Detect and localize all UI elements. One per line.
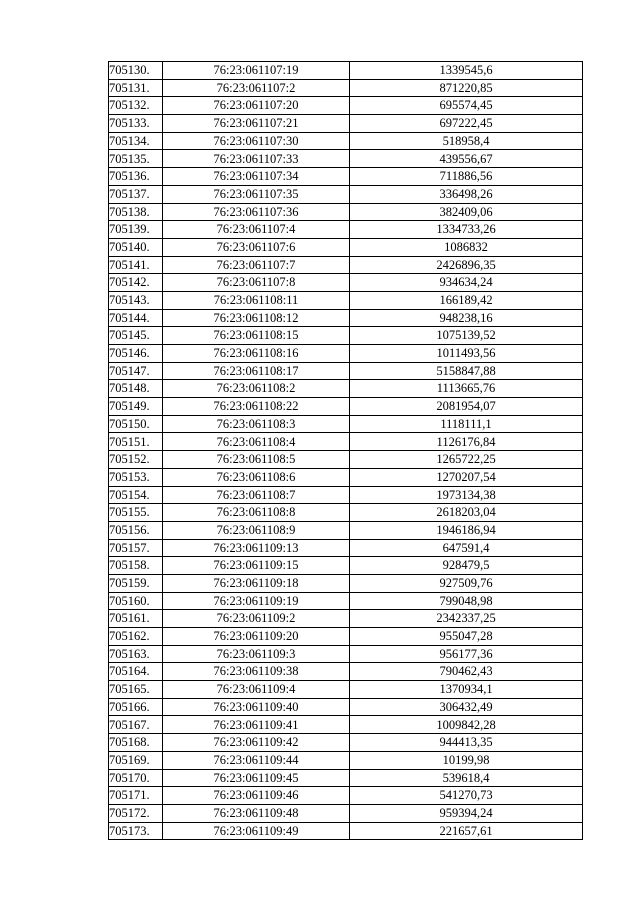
value-cell: 1113665,76 [350, 380, 583, 398]
cadastral-number-cell: 76:23:061108:8 [163, 504, 350, 522]
cadastral-number-cell: 76:23:061109:42 [163, 734, 350, 752]
value-cell: 518958,4 [350, 132, 583, 150]
cadastral-number-cell: 76:23:061108:6 [163, 468, 350, 486]
table-row [109, 115, 583, 133]
row-number-cell: 705131. [109, 79, 163, 97]
row-number-cell: 705130. [109, 62, 163, 80]
value-cell: 944413,35 [350, 734, 583, 752]
cadastral-number-cell: 76:23:061107:7 [163, 256, 350, 274]
cadastral-number-cell: 76:23:061108:2 [163, 380, 350, 398]
table-row [109, 716, 583, 734]
value-cell: 695574,45 [350, 97, 583, 115]
row-number-cell: 705138. [109, 203, 163, 221]
table-row [109, 734, 583, 752]
value-cell: 336498,26 [350, 185, 583, 203]
cadastral-number-cell: 76:23:061107:36 [163, 203, 350, 221]
table-row [109, 557, 583, 575]
value-cell: 1118111,1 [350, 415, 583, 433]
value-cell: 1086832 [350, 238, 583, 256]
row-number-cell: 705171. [109, 787, 163, 805]
table-row [109, 574, 583, 592]
cadastral-number-cell: 76:23:061107:8 [163, 274, 350, 292]
row-number-cell: 705169. [109, 751, 163, 769]
value-cell: 871220,85 [350, 79, 583, 97]
table-row [109, 769, 583, 787]
value-cell: 934634,24 [350, 274, 583, 292]
value-cell: 166189,42 [350, 291, 583, 309]
row-number-cell: 705141. [109, 256, 163, 274]
table-row [109, 468, 583, 486]
cadastral-number-cell: 76:23:061108:15 [163, 327, 350, 345]
cadastral-number-cell: 76:23:061108:12 [163, 309, 350, 327]
cadastral-number-cell: 76:23:061109:2 [163, 610, 350, 628]
row-number-cell: 705164. [109, 663, 163, 681]
table-row [109, 628, 583, 646]
value-cell: 1009842,28 [350, 716, 583, 734]
table-row [109, 203, 583, 221]
cadastral-number-cell: 76:23:061109:49 [163, 822, 350, 840]
row-number-cell: 705170. [109, 769, 163, 787]
cadastral-number-cell: 76:23:061109:13 [163, 539, 350, 557]
cadastral-number-cell: 76:23:061108:4 [163, 433, 350, 451]
row-number-cell: 705156. [109, 521, 163, 539]
row-number-cell: 705144. [109, 309, 163, 327]
cadastral-number-cell: 76:23:061109:41 [163, 716, 350, 734]
table-row [109, 681, 583, 699]
cadastral-number-cell: 76:23:061107:35 [163, 185, 350, 203]
cadastral-number-cell: 76:23:061107:33 [163, 150, 350, 168]
value-cell: 799048,98 [350, 592, 583, 610]
row-number-cell: 705155. [109, 504, 163, 522]
table-row [109, 521, 583, 539]
table-row [109, 504, 583, 522]
row-number-cell: 705135. [109, 150, 163, 168]
table-body [109, 62, 583, 840]
table-row [109, 751, 583, 769]
table-row [109, 822, 583, 840]
table-row [109, 698, 583, 716]
table-row [109, 221, 583, 239]
cadastral-number-cell: 76:23:061107:19 [163, 62, 350, 80]
table-row [109, 380, 583, 398]
table-row [109, 415, 583, 433]
cadastral-number-cell: 76:23:061108:3 [163, 415, 350, 433]
cadastral-number-cell: 76:23:061109:15 [163, 557, 350, 575]
table-row [109, 309, 583, 327]
row-number-cell: 705147. [109, 362, 163, 380]
value-cell: 221657,61 [350, 822, 583, 840]
table-row [109, 345, 583, 363]
cadastral-number-cell: 76:23:061107:21 [163, 115, 350, 133]
cadastral-number-cell: 76:23:061109:18 [163, 574, 350, 592]
table-row [109, 398, 583, 416]
row-number-cell: 705136. [109, 168, 163, 186]
row-number-cell: 705165. [109, 681, 163, 699]
row-number-cell: 705152. [109, 451, 163, 469]
value-cell: 955047,28 [350, 628, 583, 646]
table-row [109, 291, 583, 309]
value-cell: 541270,73 [350, 787, 583, 805]
table-row [109, 663, 583, 681]
row-number-cell: 705173. [109, 822, 163, 840]
value-cell: 647591,4 [350, 539, 583, 557]
cadastral-number-cell: 76:23:061107:34 [163, 168, 350, 186]
value-cell: 956177,36 [350, 645, 583, 663]
value-cell: 1270207,54 [350, 468, 583, 486]
cadastral-number-cell: 76:23:061109:20 [163, 628, 350, 646]
table-row [109, 610, 583, 628]
cadastral-number-cell: 76:23:061108:11 [163, 291, 350, 309]
value-cell: 306432,49 [350, 698, 583, 716]
value-cell: 439556,67 [350, 150, 583, 168]
value-cell: 697222,45 [350, 115, 583, 133]
cadastral-number-cell: 76:23:061108:9 [163, 521, 350, 539]
row-number-cell: 705142. [109, 274, 163, 292]
row-number-cell: 705146. [109, 345, 163, 363]
row-number-cell: 705167. [109, 716, 163, 734]
table-row [109, 168, 583, 186]
value-cell: 928479,5 [350, 557, 583, 575]
table-row [109, 804, 583, 822]
row-number-cell: 705149. [109, 398, 163, 416]
cadastral-number-cell: 76:23:061107:30 [163, 132, 350, 150]
table-row [109, 433, 583, 451]
value-cell: 539618,4 [350, 769, 583, 787]
cadastral-number-cell: 76:23:061109:46 [163, 787, 350, 805]
value-cell: 10199,98 [350, 751, 583, 769]
row-number-cell: 705160. [109, 592, 163, 610]
row-number-cell: 705161. [109, 610, 163, 628]
table-row [109, 451, 583, 469]
value-cell: 1370934,1 [350, 681, 583, 699]
table-row [109, 62, 583, 80]
value-cell: 790462,43 [350, 663, 583, 681]
table-row [109, 274, 583, 292]
row-number-cell: 705137. [109, 185, 163, 203]
cadastral-value-table [108, 61, 583, 840]
row-number-cell: 705153. [109, 468, 163, 486]
value-cell: 927509,76 [350, 574, 583, 592]
table-row [109, 132, 583, 150]
row-number-cell: 705157. [109, 539, 163, 557]
table-row [109, 256, 583, 274]
row-number-cell: 705159. [109, 574, 163, 592]
cadastral-number-cell: 76:23:061108:5 [163, 451, 350, 469]
value-cell: 959394,24 [350, 804, 583, 822]
value-cell: 711886,56 [350, 168, 583, 186]
row-number-cell: 705150. [109, 415, 163, 433]
cadastral-number-cell: 76:23:061109:48 [163, 804, 350, 822]
row-number-cell: 705143. [109, 291, 163, 309]
cadastral-number-cell: 76:23:061107:4 [163, 221, 350, 239]
table-row [109, 97, 583, 115]
table-row [109, 645, 583, 663]
value-cell: 2342337,25 [350, 610, 583, 628]
value-cell: 1973134,38 [350, 486, 583, 504]
row-number-cell: 705139. [109, 221, 163, 239]
cadastral-number-cell: 76:23:061109:19 [163, 592, 350, 610]
row-number-cell: 705163. [109, 645, 163, 663]
row-number-cell: 705154. [109, 486, 163, 504]
table-row [109, 150, 583, 168]
row-number-cell: 705168. [109, 734, 163, 752]
table-row [109, 185, 583, 203]
cadastral-number-cell: 76:23:061109:3 [163, 645, 350, 663]
value-cell: 2081954,07 [350, 398, 583, 416]
row-number-cell: 705134. [109, 132, 163, 150]
cadastral-number-cell: 76:23:061109:40 [163, 698, 350, 716]
row-number-cell: 705140. [109, 238, 163, 256]
cadastral-number-cell: 76:23:061109:45 [163, 769, 350, 787]
cadastral-number-cell: 76:23:061109:38 [163, 663, 350, 681]
cadastral-number-cell: 76:23:061109:44 [163, 751, 350, 769]
row-number-cell: 705151. [109, 433, 163, 451]
cadastral-number-cell: 76:23:061107:6 [163, 238, 350, 256]
value-cell: 1011493,56 [350, 345, 583, 363]
row-number-cell: 705145. [109, 327, 163, 345]
table-row [109, 486, 583, 504]
value-cell: 1265722,25 [350, 451, 583, 469]
value-cell: 2426896,35 [350, 256, 583, 274]
row-number-cell: 705148. [109, 380, 163, 398]
row-number-cell: 705166. [109, 698, 163, 716]
cadastral-number-cell: 76:23:061107:20 [163, 97, 350, 115]
table-row [109, 327, 583, 345]
value-cell: 1075139,52 [350, 327, 583, 345]
table-row [109, 238, 583, 256]
table-row [109, 592, 583, 610]
value-cell: 948238,16 [350, 309, 583, 327]
row-number-cell: 705162. [109, 628, 163, 646]
value-cell: 382409,06 [350, 203, 583, 221]
value-cell: 1334733,26 [350, 221, 583, 239]
value-cell: 1339545,6 [350, 62, 583, 80]
table-row [109, 539, 583, 557]
row-number-cell: 705132. [109, 97, 163, 115]
value-cell: 1946186,94 [350, 521, 583, 539]
cadastral-number-cell: 76:23:061108:7 [163, 486, 350, 504]
table-row [109, 362, 583, 380]
value-cell: 2618203,04 [350, 504, 583, 522]
row-number-cell: 705133. [109, 115, 163, 133]
cadastral-number-cell: 76:23:061108:16 [163, 345, 350, 363]
cadastral-number-cell: 76:23:061108:17 [163, 362, 350, 380]
value-cell: 1126176,84 [350, 433, 583, 451]
cadastral-number-cell: 76:23:061109:4 [163, 681, 350, 699]
table-row [109, 787, 583, 805]
cadastral-number-cell: 76:23:061107:2 [163, 79, 350, 97]
row-number-cell: 705172. [109, 804, 163, 822]
table-row [109, 79, 583, 97]
row-number-cell: 705158. [109, 557, 163, 575]
cadastral-number-cell: 76:23:061108:22 [163, 398, 350, 416]
value-cell: 5158847,88 [350, 362, 583, 380]
